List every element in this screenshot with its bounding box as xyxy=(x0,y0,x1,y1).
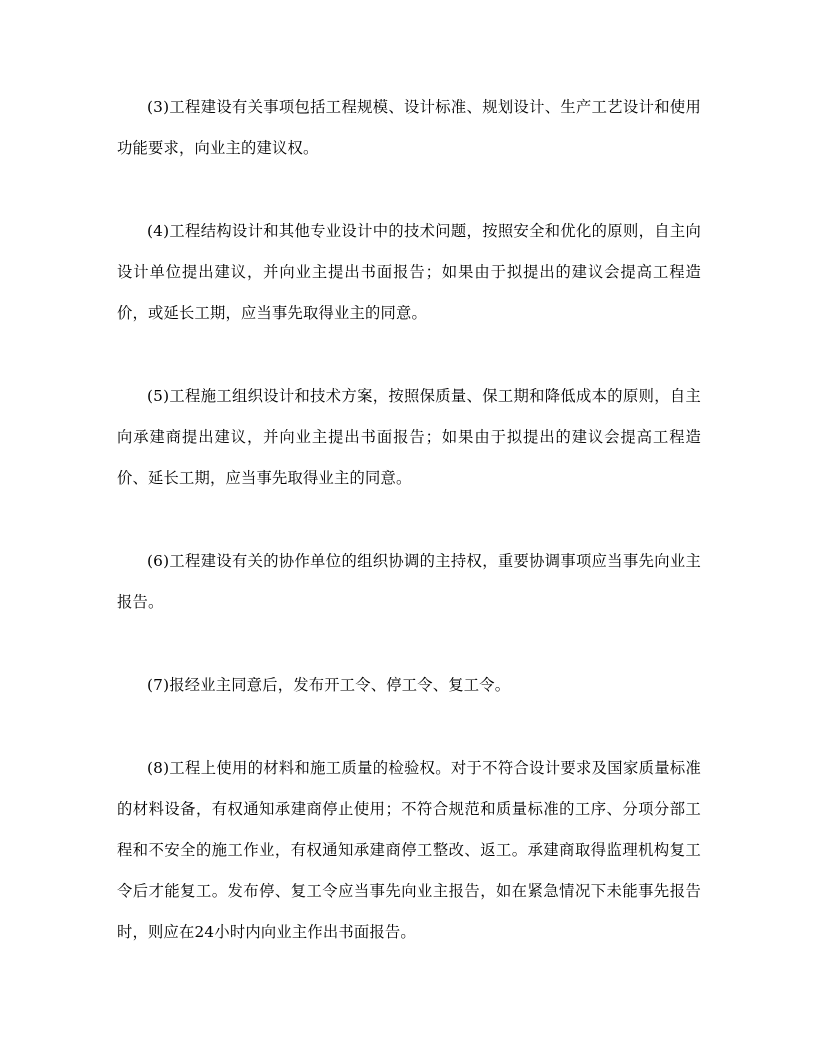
paragraph-5: (5)工程施工组织设计和技术方案，按照保质量、保工期和降低成本的原则，自主向承建商提出建议，并向业主提出书面报告；如果由于拟提出的建议会提高工程造价、延长工期，应当事先取得业主的同意。 xyxy=(117,387,701,487)
paragraph-3: (3)工程建设有关事项包括工程规模、设计标准、规划设计、生产工艺设计和使用功能要求，向业主的建议权。 xyxy=(117,98,701,157)
paragraph-4: (4)工程结构设计和其他专业设计中的技术问题，按照安全和优化的原则，自主向设计单位提出建议，并向业主提出书面报告；如果由于拟提出的建议会提高工程造价，或延长工期，应当事先取得业主的同意。 xyxy=(117,222,701,322)
paragraph-7: (7)报经业主同意后，发布开工令、停工令、复工令。 xyxy=(147,676,511,694)
paragraph-8: (8)工程上使用的材料和施工质量的检验权。对于不符合设计要求及国家质量标准的材料设备，有权通知承建商停止使用；不符合规范和质量标准的工序、分项分部工程和不安全的施工作业，有权通知承建商停工整改、返工。承建商取得监理机构复工令后才能复工。发布停、复工令应当事先向业主报告，如在紧急情况下未能事先报告时，则应在24小时内向业主作出书面报告。 xyxy=(117,759,701,941)
paragraph-6: (6)工程建设有关的协作单位的组织协调的主持权，重要协调事项应当事先向业主报告。 xyxy=(117,552,701,611)
